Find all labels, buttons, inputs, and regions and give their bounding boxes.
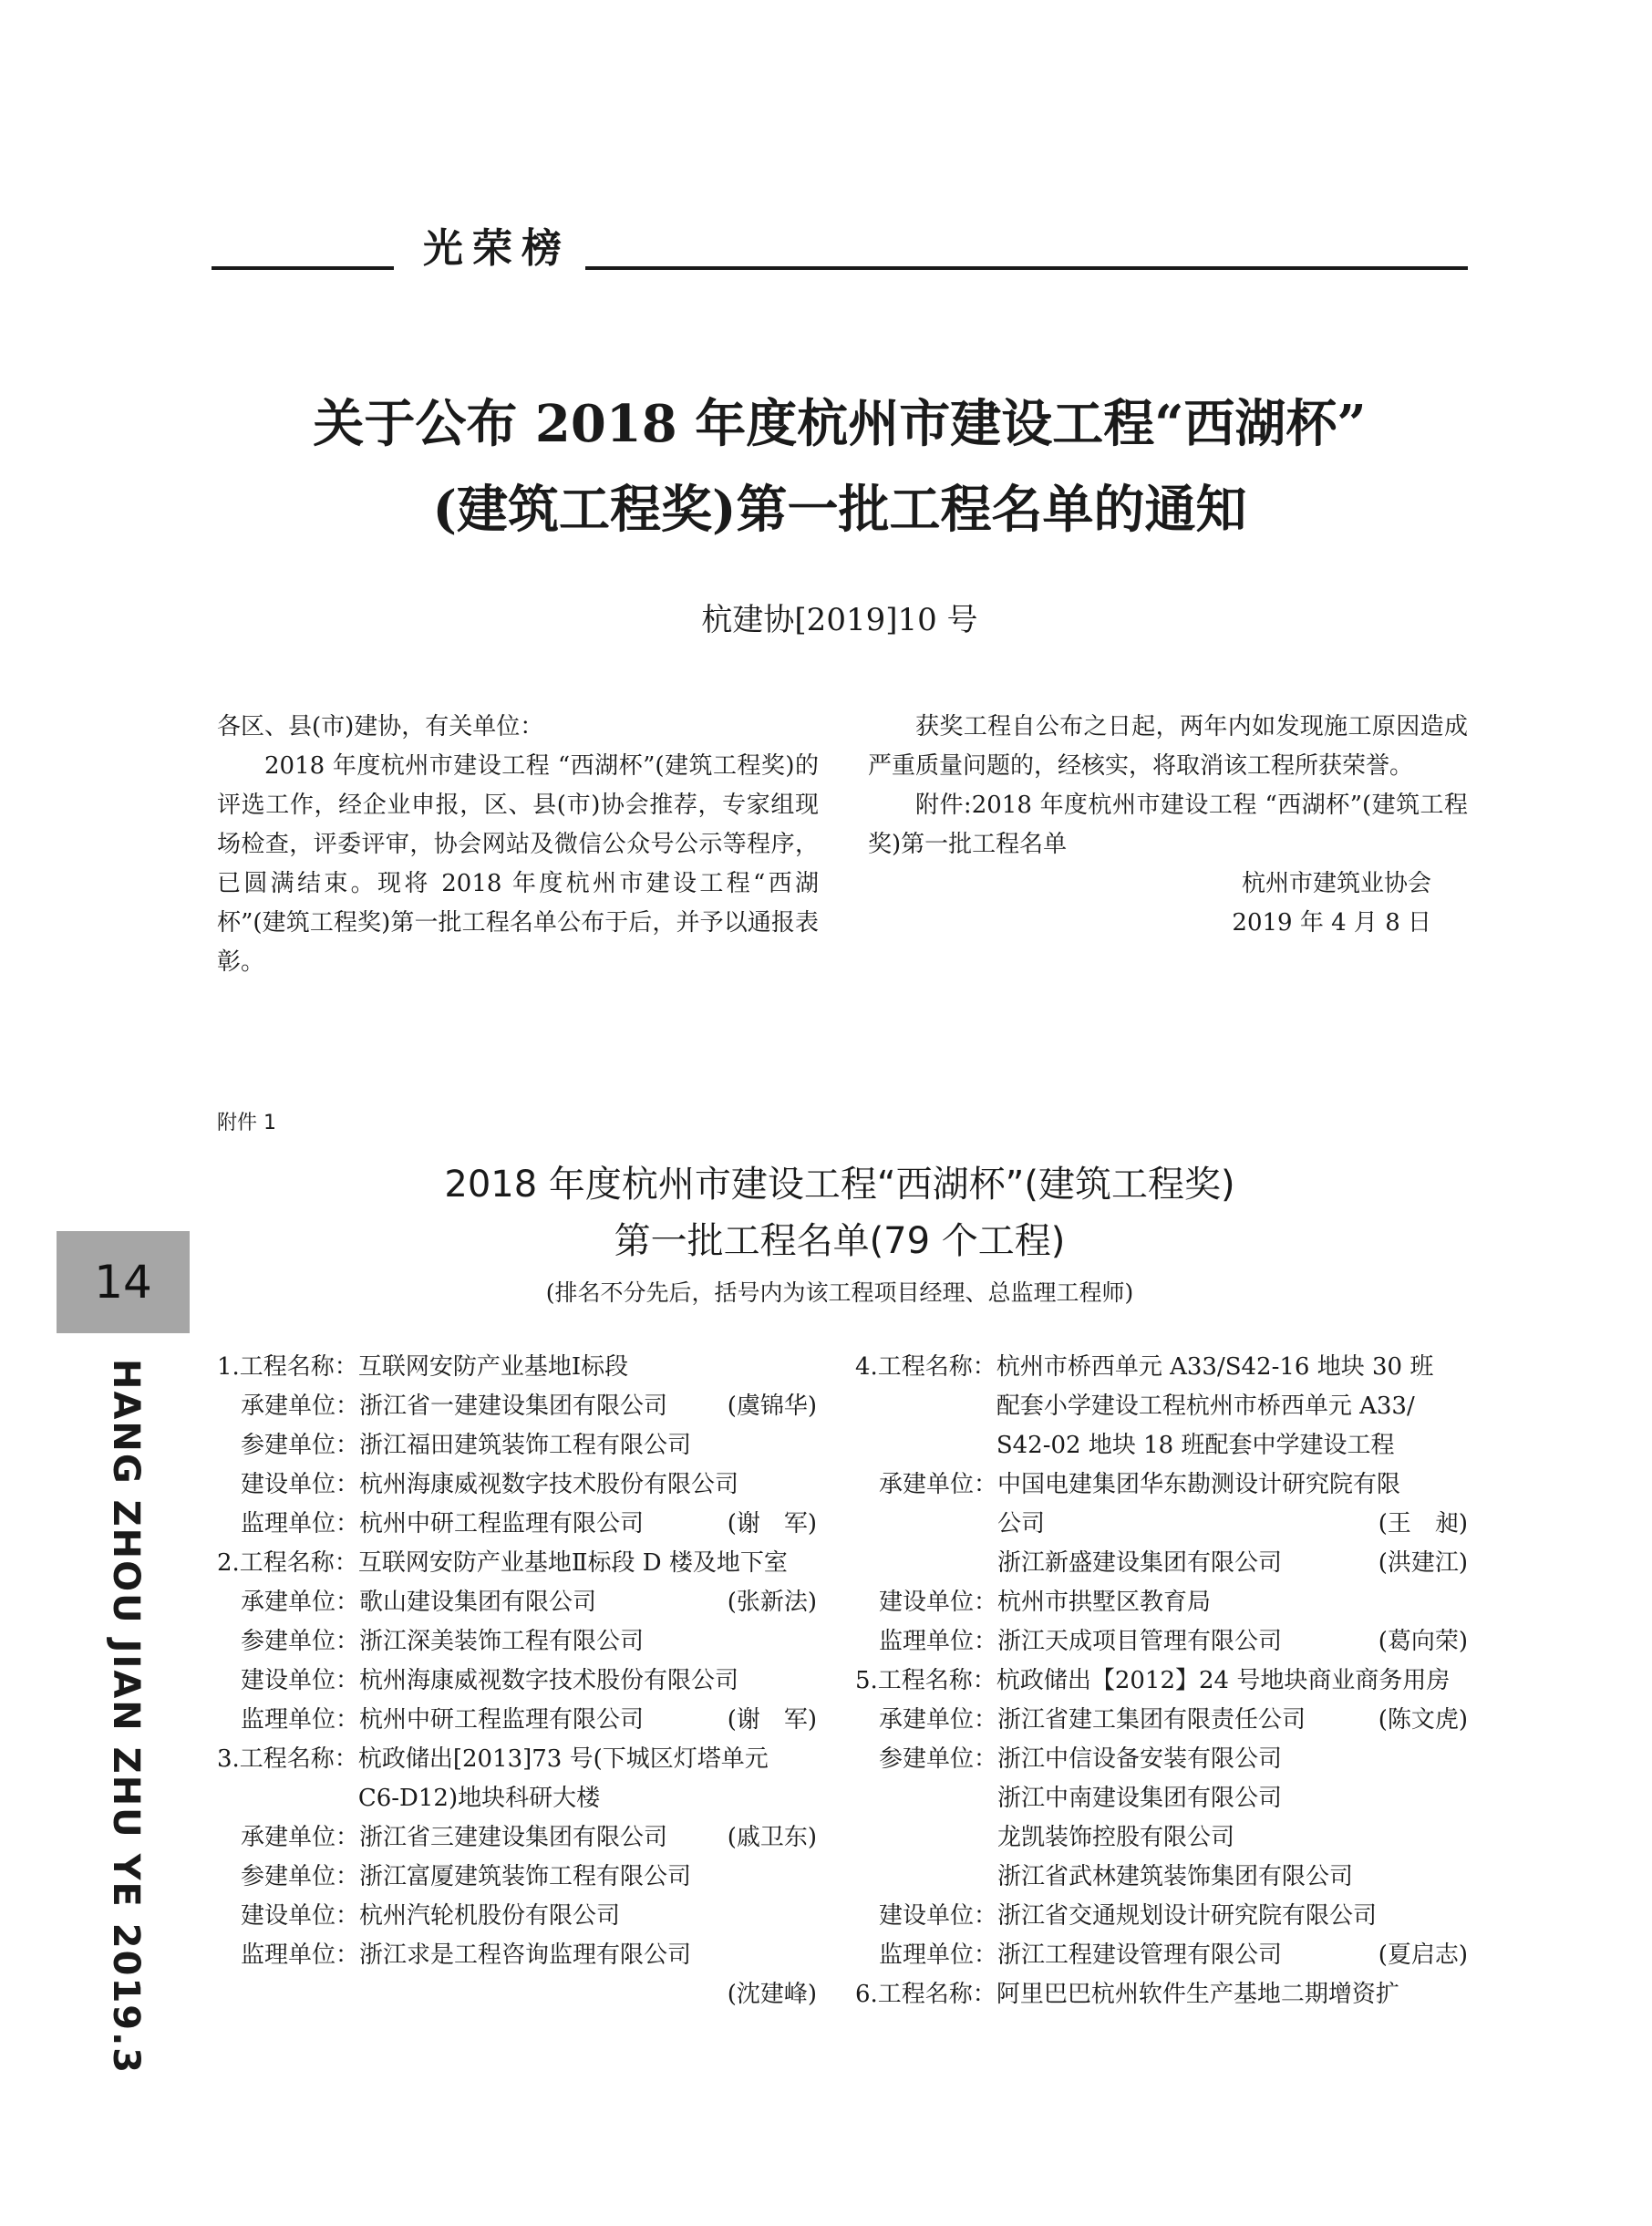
contractor: [997, 1465, 1468, 1583]
owner: 浙江省交通规划设计研究院有限公司: [997, 1902, 1378, 1930]
project-name-line: 杭州市桥西单元 A33/S42-16 地块 30 班: [996, 1353, 1434, 1381]
contractor: 浙江省一建建设集团有限公司: [359, 1393, 668, 1420]
notice-title-line1: 关于公布 2018 年度杭州市建设工程“西湖杯”: [313, 394, 1367, 454]
supervisor-label: 监理单位：: [241, 1941, 360, 1969]
participant: 龙凯装饰控股有限公司: [997, 1824, 1235, 1851]
owner-label: 建设单位：: [241, 1471, 360, 1498]
supervisor: 杭州中研工程监理有限公司: [359, 1706, 645, 1734]
notice-paragraph-1: 2018 年度杭州市建设工程 “西湖杯”(建筑工程奖)的评选工作，经企业申报，区、县(市)协会推荐，专家组现场检查，评委评审，协会网站及微信公众号公示等程序，已圆满结束。现将 2018 年度杭州市建设工程“西湖杯”(建筑工程奖)第一批工程名单公布于后，并予以通报表彰。: [217, 752, 819, 976]
owner-label: 建设单位：: [241, 1902, 360, 1930]
project-manager: (戚卫东): [727, 1824, 817, 1851]
participant: 浙江中南建设集团有限公司: [997, 1785, 1283, 1812]
project-name-label: 6.工程名称：: [855, 1981, 996, 2008]
contractor-line: 公司: [997, 1510, 1046, 1537]
project-name-label: 3.工程名称：: [217, 1745, 358, 1773]
contractor-label: 承建单位：: [879, 1471, 998, 1498]
supervisor-label: 监理单位：: [879, 1628, 998, 1655]
attachment-title: [212, 1156, 1468, 1269]
header-rule-right: [585, 266, 1468, 270]
participant-label: 参建单位：: [241, 1863, 360, 1890]
project-manager: (张新法): [727, 1589, 817, 1616]
participant: 浙江省武林建筑装饰集团有限公司: [997, 1863, 1354, 1890]
participant-label: 参建单位：: [241, 1432, 360, 1459]
project-entry-6: [855, 1975, 1468, 2014]
participant-label: 参建单位：: [879, 1745, 998, 1773]
contractor: 浙江省三建建设集团有限公司: [359, 1824, 668, 1851]
project-entry-2: [217, 1544, 817, 1740]
project-name: 互联网安防产业基地Ⅰ标段: [357, 1353, 629, 1381]
contractor-label: 承建单位：: [241, 1824, 360, 1851]
signer: 杭州市建筑业协会: [1241, 870, 1431, 897]
supervisor-label: 监理单位：: [879, 1941, 998, 1969]
owner: 杭州汽轮机股份有限公司: [359, 1902, 621, 1930]
chief-supervisor: (葛向荣): [1378, 1628, 1468, 1655]
project-name-label: 2.工程名称：: [217, 1549, 358, 1577]
project-name: [358, 1740, 817, 1818]
attachment-title-line2: 第一批工程名单(79 个工程): [614, 1220, 1066, 1262]
project-entry-4: [855, 1348, 1468, 1662]
project-list-right: [855, 1348, 1468, 2014]
chief-supervisor: (谢 军): [727, 1510, 817, 1537]
owner-label: 建设单位：: [241, 1667, 360, 1694]
owner: 杭州海康威视数字技术股份有限公司: [359, 1667, 739, 1694]
salutation: 各区、县(市)建协，有关单位：: [217, 713, 544, 740]
page-number: 14: [57, 1231, 190, 1333]
contractor: 歌山建设集团有限公司: [359, 1589, 597, 1616]
participant-label: 参建单位：: [241, 1628, 360, 1655]
notice-body-right: [868, 708, 1468, 943]
owner-label: 建设单位：: [879, 1902, 998, 1930]
notice-title: [212, 381, 1468, 553]
project-name-label: 1.工程名称：: [217, 1353, 358, 1381]
header-rule-left: [212, 266, 394, 270]
contractor-line: 中国电建集团华东勘测设计研究院有限: [997, 1471, 1401, 1498]
contractor-second: 浙江新盛建设集团有限公司: [997, 1549, 1283, 1577]
section-header: [212, 215, 1468, 279]
project-name-line: 配套小学建设工程杭州市桥西单元 A33/: [996, 1393, 1415, 1420]
project-name: 杭政储出【2012】24 号地块商业商务用房: [996, 1667, 1451, 1694]
project-manager: (陈文虎): [1378, 1706, 1468, 1734]
project-name-line: S42-02 地块 18 班配套中学建设工程: [996, 1432, 1395, 1459]
project-manager: (王 昶): [1378, 1510, 1468, 1537]
chief-supervisor: (夏启志): [1378, 1941, 1468, 1969]
participant: 浙江深美装饰工程有限公司: [359, 1628, 645, 1655]
project-name: 阿里巴巴杭州软件生产基地二期增资扩: [996, 1981, 1399, 2008]
contractor-label: 承建单位：: [241, 1393, 360, 1420]
contractor: 浙江省建工集团有限责任公司: [997, 1706, 1306, 1734]
notice-date: 2019 年 4 月 8 日: [1232, 909, 1431, 937]
notice-paragraph-2: 获奖工程自公布之日起，两年内如发现施工原因造成严重质量问题的，经核实，将取消该工程所获荣誉。: [868, 713, 1468, 780]
journal-name-vertical: HANG ZHOU JIAN ZHU YE 2019.3: [105, 1359, 147, 2076]
notice-title-line2: (建筑工程奖)第一批工程名单的通知: [432, 480, 1247, 540]
owner: 杭州市拱墅区教育局: [997, 1589, 1212, 1616]
project-entry-5: [855, 1662, 1468, 1975]
section-title: 光荣榜: [423, 225, 571, 272]
supervisor-label: 监理单位：: [241, 1510, 360, 1537]
project-name: 互联网安防产业基地Ⅱ标段 D 楼及地下室: [357, 1549, 788, 1577]
project-manager: (虞锦华): [727, 1393, 817, 1420]
attachment-note: (排名不分先后，括号内为该工程项目经理、总监理工程师): [545, 1279, 1134, 1306]
chief-supervisor: (谢 军): [727, 1706, 817, 1734]
project-name-line: C6-D12)地块科研大楼: [357, 1785, 601, 1812]
attachment-label: 附件 1: [217, 1112, 276, 1134]
supervisor: 浙江天成项目管理有限公司: [997, 1628, 1283, 1655]
supervisor: 浙江工程建设管理有限公司: [997, 1941, 1283, 1969]
chief-supervisor: (沈建峰): [727, 1981, 817, 2008]
participant: 浙江中信设备安装有限公司: [997, 1745, 1283, 1773]
project-name: [996, 1348, 1468, 1465]
project-list-left: [217, 1348, 817, 2014]
notice-paragraph-3: 附件:2018 年度杭州市建设工程 “西湖杯”(建筑工程奖)第一批工程名单: [868, 792, 1468, 858]
participants: [997, 1740, 1468, 1897]
supervisor: 杭州中研工程监理有限公司: [359, 1510, 645, 1537]
contractor-label: 承建单位：: [241, 1589, 360, 1616]
owner: 杭州海康威视数字技术股份有限公司: [359, 1471, 739, 1498]
attachment-title-line1: 2018 年度杭州市建设工程“西湖杯”(建筑工程奖): [444, 1164, 1235, 1206]
participant: 浙江福田建筑装饰工程有限公司: [359, 1432, 692, 1459]
project-name-line: 杭政储出[2013]73 号(下城区灯塔单元: [357, 1745, 769, 1773]
supervisor-label: 监理单位：: [241, 1706, 360, 1734]
project-name-label: 4.工程名称：: [855, 1353, 996, 1381]
supervisor: 浙江求是工程咨询监理有限公司: [359, 1941, 692, 1969]
project-entry-1: [217, 1348, 817, 1544]
participant: 浙江富厦建筑装饰工程有限公司: [359, 1863, 692, 1890]
project-entry-3: [217, 1740, 817, 2014]
project-name-label: 5.工程名称：: [855, 1667, 996, 1694]
notice-body-left: [217, 708, 819, 982]
document-number: 杭建协[2019]10 号: [701, 602, 978, 638]
contractor-label: 承建单位：: [879, 1706, 998, 1734]
owner-label: 建设单位：: [879, 1589, 998, 1616]
project-manager: (洪建江): [1378, 1549, 1468, 1577]
